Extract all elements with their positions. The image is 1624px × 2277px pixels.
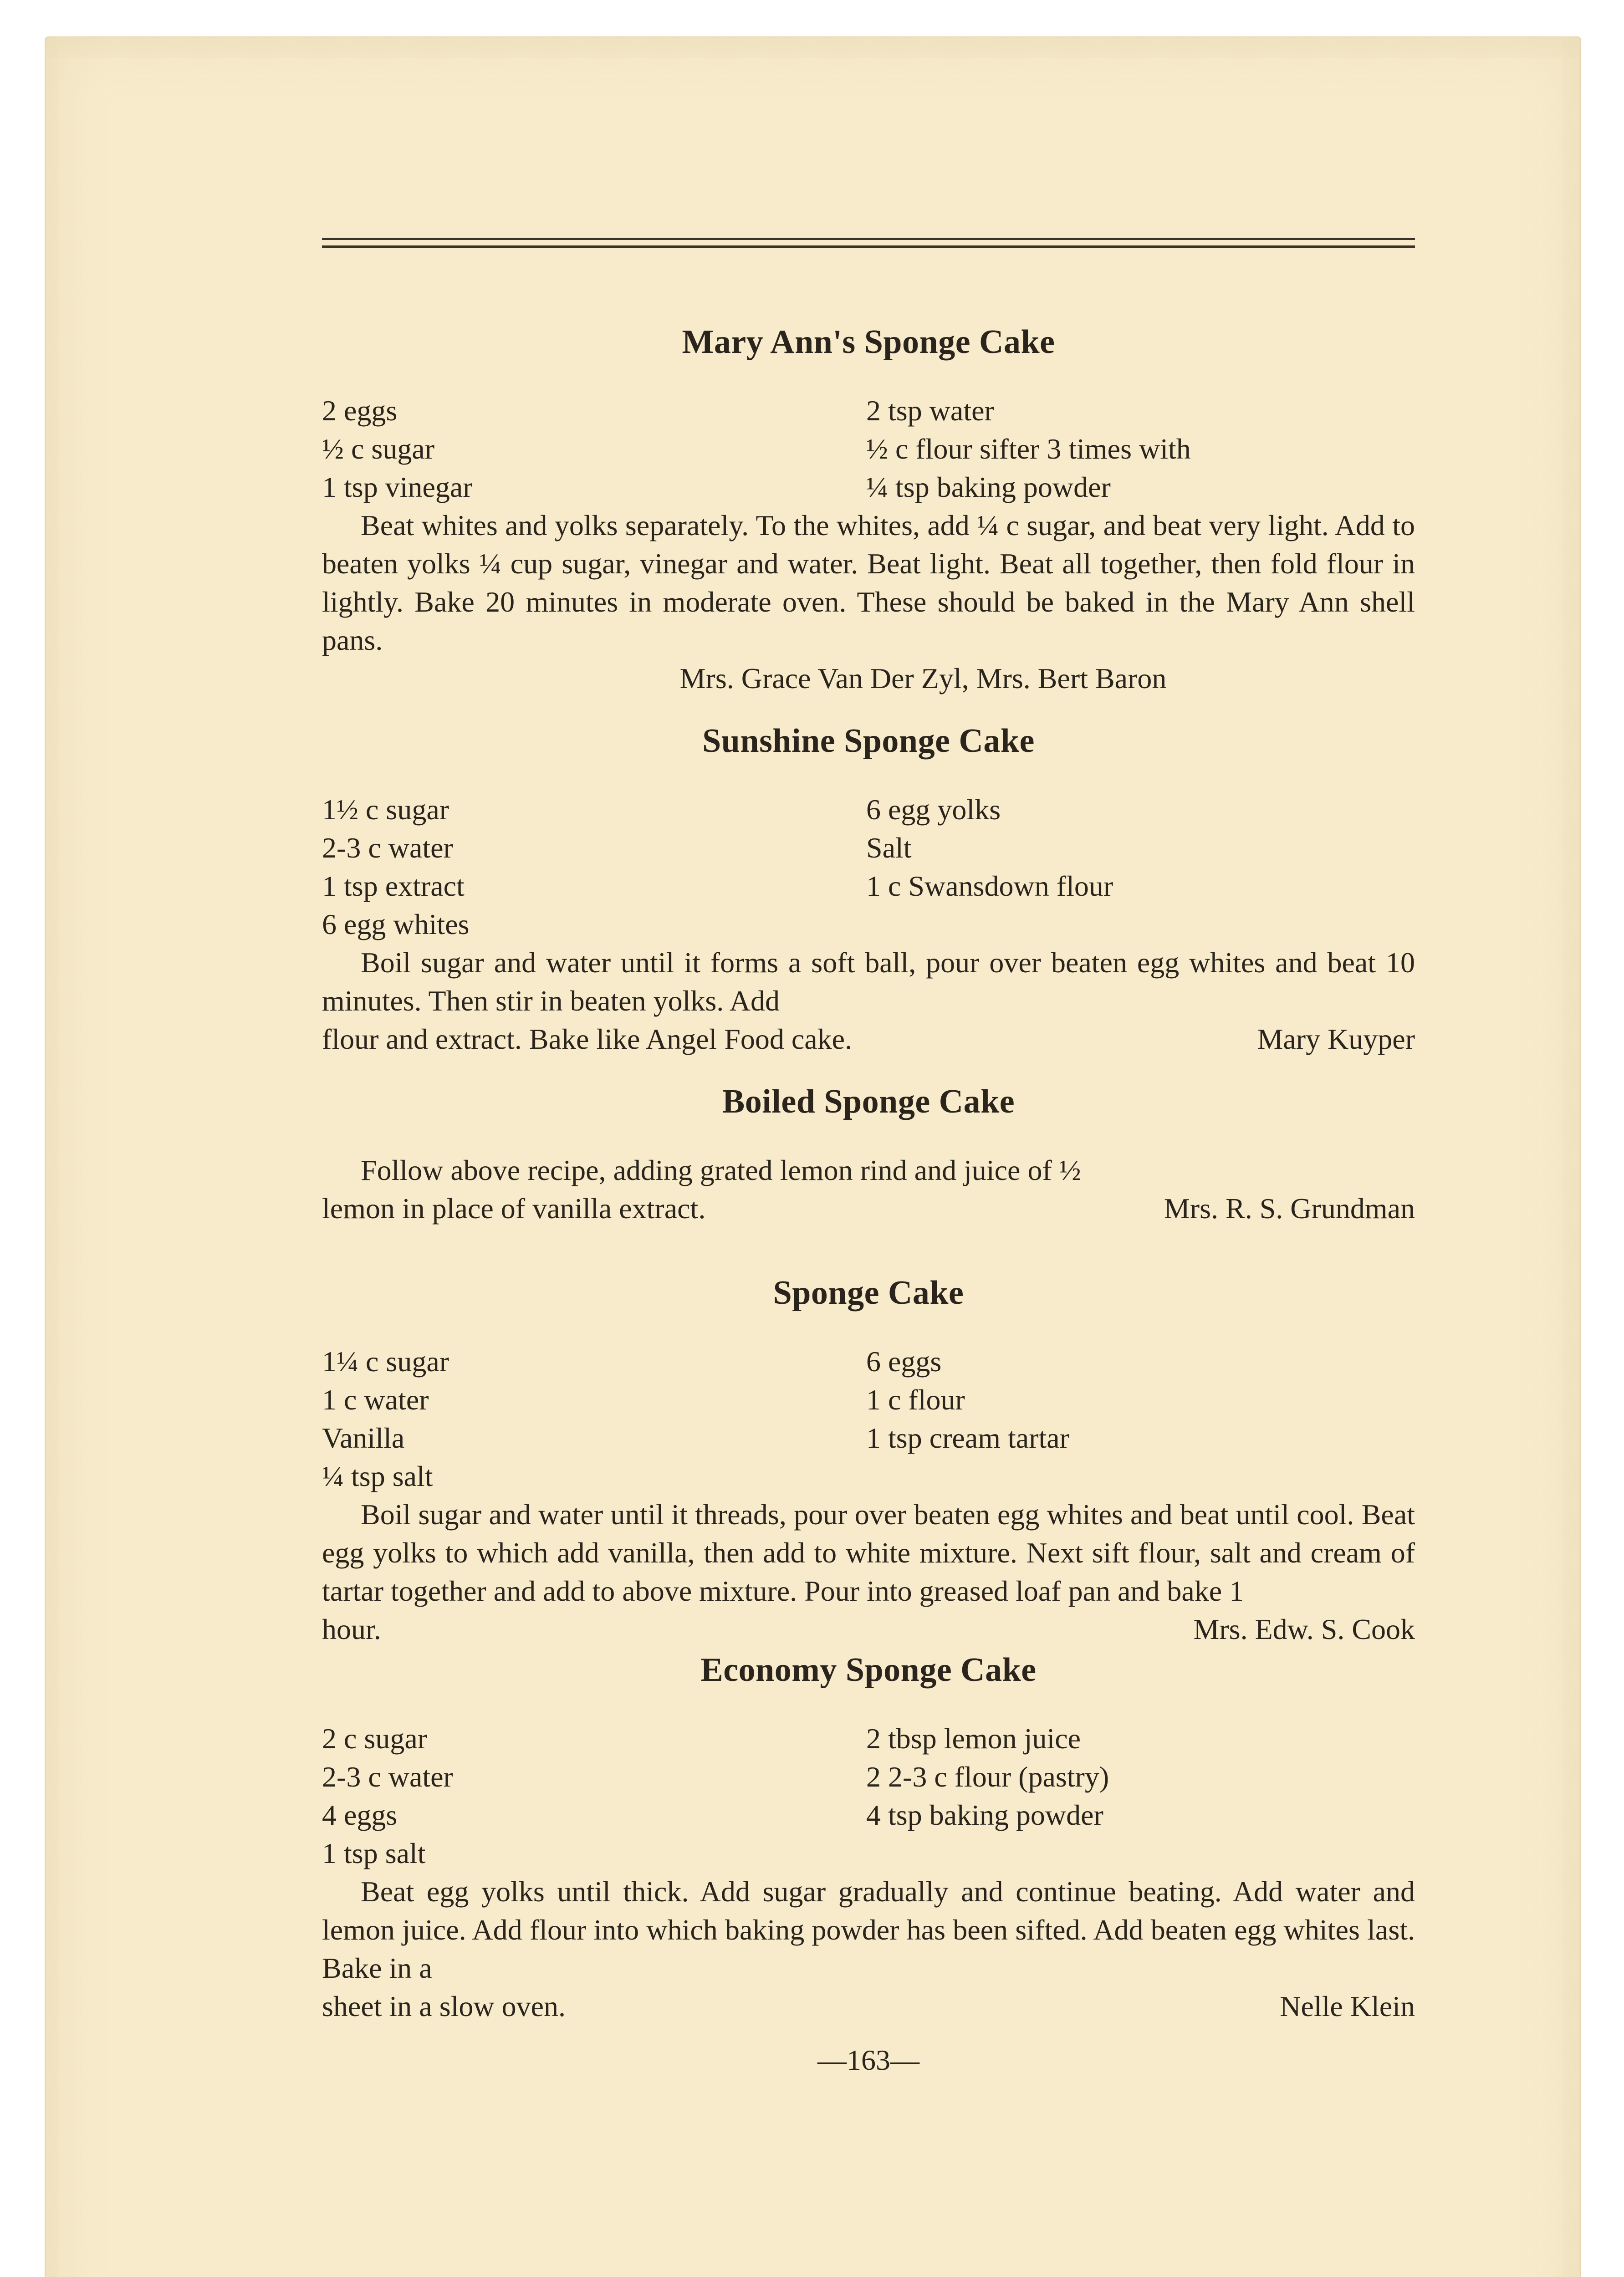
ingredient: ¼ tsp baking powder: [866, 471, 1111, 503]
ingredient: 2 tbsp lemon juice: [866, 1722, 1081, 1755]
ingredient: [866, 1834, 1415, 1873]
ingredient: 1½ c sugar: [322, 793, 449, 826]
ingredient-list: [322, 1343, 1415, 1496]
recipe-title: Boiled Sponge Cake: [722, 1083, 1015, 1120]
recipe-title: Sunshine Sponge Cake: [702, 722, 1035, 760]
recipe-method: Beat whites and yolks separately. To the whites, add ¼ c sugar, and beat very light. Add to beaten yolks ¼ cup sugar, vinegar and water. Beat light. Beat all together, then fold flour in lightly. Bake 20 minutes in moderate oven. These should be baked in the Mary Ann shell pans.: [322, 509, 1415, 656]
recipe-contributor: Mrs. Edw. S. Cook: [1193, 1613, 1415, 1645]
ingredient: ¼ tsp salt: [322, 1460, 433, 1492]
recipe-title: Mary Ann's Sponge Cake: [682, 323, 1055, 361]
recipe-sponge-cake: [322, 1276, 1415, 1649]
ingredient: 4 tsp baking powder: [866, 1799, 1103, 1831]
ingredient: 1 tsp vinegar: [322, 471, 473, 503]
method-last-line: [322, 1020, 1415, 1058]
ingredient: 1 c Swansdown flour: [866, 870, 1113, 902]
method-last-line: [322, 1190, 1415, 1228]
recipe-boiled-sponge-cake: [322, 1085, 1415, 1228]
spacer: [322, 1228, 1415, 1250]
recipe-contributor: Mrs. R. S. Grundman: [1164, 1192, 1415, 1225]
ingredient: 1 tsp cream tartar: [866, 1422, 1069, 1454]
ingredient: ½ c flour sifter 3 times with: [866, 433, 1191, 465]
book-page: [46, 37, 1580, 2277]
method-last-line: [322, 1987, 1415, 2026]
ingredient: 6 eggs: [866, 1345, 942, 1378]
recipe-contributor: Mrs. Grace Van Der Zyl, Mrs. Bert Baron: [679, 662, 1167, 694]
ingredient: 2-3 c water: [322, 1761, 453, 1793]
recipe-method: Boil sugar and water until it forms a soft ball, pour over beaten egg whites and beat 10 minutes. Then stir in beaten yolks. Add: [322, 946, 1415, 1017]
ingredient: 2 tsp water: [866, 394, 994, 427]
top-double-rule: [322, 238, 1415, 248]
recipe-contributor: Nelle Klein: [1280, 1990, 1415, 2022]
ingredient: 1 c water: [322, 1384, 429, 1416]
recipe-economy-sponge-cake: [322, 1653, 1415, 2026]
ingredient-list: [322, 1720, 1415, 1873]
ingredient: 1 tsp salt: [322, 1837, 426, 1869]
recipe-mary-anns-sponge-cake: [322, 325, 1415, 698]
ingredient: 4 eggs: [322, 1799, 398, 1831]
ingredient-list: [322, 791, 1415, 944]
recipe-method-end: flour and extract. Bake like Angel Food cake.: [322, 1023, 853, 1055]
recipe-method-end: hour.: [322, 1613, 381, 1645]
recipe-title: Sponge Cake: [773, 1274, 964, 1312]
page-content: [322, 238, 1415, 2079]
ingredient: ½ c sugar: [322, 433, 435, 465]
recipe-method: Follow above recipe, adding grated lemon rind and juice of ½: [361, 1154, 1081, 1186]
ingredient: 2 c sugar: [322, 1722, 428, 1755]
recipe-title: Economy Sponge Cake: [700, 1651, 1037, 1689]
method-last-line: [322, 1610, 1415, 1649]
ingredient: 6 egg whites: [322, 908, 470, 940]
recipe-method: Boil sugar and water until it threads, pour over beaten egg whites and beat until cool. Beat egg yolks to which add vanilla, then add to white mixture. Next sift flour, salt and cream of tartar together and add to above mixture. Pour into greased loaf pan and bake 1: [322, 1498, 1415, 1607]
ingredient: 6 egg yolks: [866, 793, 1001, 826]
recipe-method-end: sheet in a slow oven.: [322, 1990, 566, 2022]
ingredient: 2 eggs: [322, 394, 398, 427]
ingredient: 1 tsp extract: [322, 870, 465, 902]
ingredient-list: [322, 392, 1415, 506]
ingredient: 2 2-3 c flour (pastry): [866, 1761, 1109, 1793]
ingredient: Vanilla: [322, 1422, 405, 1454]
recipe-method: Beat egg yolks until thick. Add sugar gradually and continue beating. Add water and lemon juice. Add flour into which baking powder has been sifted. Add beaten egg whites last. Bake in a: [322, 1875, 1415, 1984]
recipe-contributor: Mary Kuyper: [1257, 1023, 1415, 1055]
ingredient: 1 c flour: [866, 1384, 965, 1416]
recipe-sunshine-sponge-cake: [322, 724, 1415, 1058]
recipe-method-end: lemon in place of vanilla extract.: [322, 1192, 706, 1225]
ingredient: [866, 905, 1415, 944]
ingredient: [866, 1457, 1415, 1496]
ingredient: Salt: [866, 832, 912, 864]
ingredient: 2-3 c water: [322, 832, 453, 864]
page-number: —163—: [817, 2044, 919, 2076]
ingredient: 1¼ c sugar: [322, 1345, 449, 1378]
